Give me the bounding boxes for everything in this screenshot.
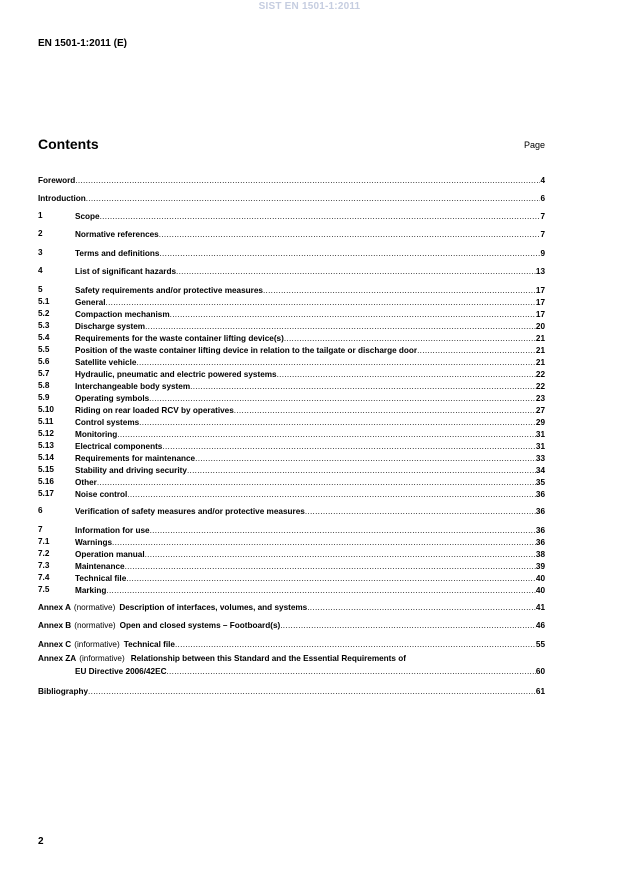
annex-qualifier: (normative): [73, 603, 116, 612]
toc-entry[interactable]: [38, 309, 545, 320]
toc-entry-page: 36: [535, 538, 545, 547]
toc-entry-title: Verification of safety measures and/or protective measures: [75, 507, 305, 516]
toc-entry-title: Maintenance: [75, 562, 125, 571]
toc-entry[interactable]: [38, 333, 545, 344]
toc-entry-page: 17: [535, 310, 545, 319]
dot-leader: [176, 266, 536, 277]
toc-entry-number: 7.2: [38, 549, 50, 558]
toc-entry[interactable]: [38, 465, 545, 476]
toc-entry-number: 5.7: [38, 369, 50, 378]
toc-entry-page: 29: [535, 418, 545, 427]
toc-entry[interactable]: [38, 248, 545, 259]
toc-entry-page: 21: [535, 358, 545, 367]
dot-leader: [75, 175, 540, 186]
toc-entry-number: 5.16: [38, 477, 54, 486]
toc-entry-page: 39: [535, 562, 545, 571]
dot-leader: [150, 525, 536, 536]
toc-entry-title: Operating symbols: [75, 394, 150, 403]
toc-entry[interactable]: [38, 285, 545, 296]
toc-entry-page: 36: [535, 526, 545, 535]
toc-entry[interactable]: [38, 321, 545, 332]
toc-entry[interactable]: [38, 639, 545, 650]
toc-entry[interactable]: [38, 229, 545, 240]
dot-leader: [145, 549, 536, 560]
toc-entry-title: Foreword: [38, 176, 76, 185]
dot-leader: [126, 573, 536, 584]
toc-entry[interactable]: [38, 561, 545, 572]
dot-leader: [149, 393, 536, 404]
dot-leader: [86, 193, 541, 204]
toc-entry-number: 7: [38, 525, 43, 534]
toc-entry[interactable]: [38, 686, 545, 697]
dot-leader: [145, 321, 536, 332]
toc-entry-title: Electrical components: [75, 442, 163, 451]
toc-entry-title: Discharge system: [75, 322, 146, 331]
annex-qualifier: (normative): [74, 621, 116, 630]
dot-leader: [305, 506, 536, 517]
toc-entry-page: 36: [535, 507, 545, 516]
dot-leader: [159, 248, 540, 259]
dot-leader: [125, 561, 536, 572]
toc-entry-number: 7.3: [38, 561, 50, 570]
toc-entry-page: 35: [535, 478, 545, 487]
dot-leader: [97, 477, 536, 488]
toc-entry[interactable]: [38, 369, 545, 380]
toc-entry-number: 7.5: [38, 585, 50, 594]
toc-entry-title: Scope: [75, 212, 100, 221]
toc-entry[interactable]: [38, 193, 545, 204]
toc-entry-page: 20: [535, 322, 545, 331]
dot-leader: [88, 686, 536, 697]
watermark: SIST EN 1501-1:2011: [258, 1, 361, 12]
toc-entry[interactable]: [38, 585, 545, 596]
toc-entry-title: Technical file: [123, 640, 175, 649]
dot-leader: [263, 285, 536, 296]
dot-leader: [190, 381, 536, 392]
dot-leader: [170, 309, 536, 320]
toc-entry-page: 46: [535, 621, 545, 630]
toc-entry-page: 23: [535, 394, 545, 403]
toc-entry[interactable]: [38, 297, 545, 308]
toc-entry-number: 5.13: [38, 441, 54, 450]
toc-entry-number: 5.9: [38, 393, 50, 402]
toc-entry[interactable]: [38, 525, 545, 536]
toc-entry-page: 13: [535, 267, 545, 276]
toc-entry-page: 33: [535, 454, 545, 463]
toc-entry-number: 6: [38, 506, 43, 515]
dot-leader: [234, 405, 536, 416]
toc-entry[interactable]: [38, 477, 545, 488]
toc-entry-title: Interchangeable body system: [75, 382, 191, 391]
toc-entry-number: 5.1: [38, 297, 50, 306]
toc-entry-title: Safety requirements and/or protective measures: [75, 286, 263, 295]
toc-entry[interactable]: [38, 211, 545, 222]
toc-entry[interactable]: [38, 573, 545, 584]
toc-entry-title: Noise control: [75, 490, 128, 499]
toc-entry-title: Hydraulic, pneumatic and electric powered systems: [75, 370, 277, 379]
annex-label: Annex C: [38, 640, 72, 649]
toc-entry-title: Marking: [75, 586, 107, 595]
toc-entry-title: Information for use: [75, 526, 150, 535]
toc-entry-page: 36: [535, 490, 545, 499]
page-number: 2: [38, 836, 44, 847]
toc-entry[interactable]: [38, 357, 545, 368]
toc-entry-page: 34: [535, 466, 545, 475]
toc-entry-title: Bibliography: [38, 687, 89, 696]
toc-entry-title: EU Directive 2006/42EC: [75, 667, 167, 676]
dot-leader: [195, 453, 536, 464]
toc-entry-title: Other: [75, 478, 97, 487]
toc-entry-page: 7: [540, 230, 545, 239]
dot-leader: [139, 417, 536, 428]
dot-leader: [159, 229, 541, 240]
toc-entry[interactable]: [38, 506, 545, 517]
toc-entry-title: Control systems: [75, 418, 140, 427]
toc-entry-page: 4: [540, 176, 545, 185]
annex-za-title-line1: Relationship between this Standard and the Essential Requirements of: [130, 654, 406, 663]
annex-label: Annex A: [38, 603, 71, 612]
toc-entry-title: Technical file: [75, 574, 127, 583]
toc-entry-number: 5.10: [38, 405, 54, 414]
toc-entry-title: Normative references: [75, 230, 159, 239]
toc-entry-number: 5.8: [38, 381, 50, 390]
toc-entry-page: 31: [535, 430, 545, 439]
toc-entry-number: 4: [38, 266, 43, 275]
toc-entry-page: 27: [535, 406, 545, 415]
dot-leader: [277, 369, 536, 380]
toc-entry-number: 5.6: [38, 357, 50, 366]
toc-entry-page: 22: [535, 370, 545, 379]
dot-leader: [307, 602, 536, 613]
document-id: EN 1501-1:2011 (E): [38, 38, 127, 49]
toc-entry-page: 40: [535, 586, 545, 595]
toc-entry-title: Compaction mechanism: [75, 310, 170, 319]
toc-entry-title: Introduction: [38, 194, 86, 203]
annex-za-heading: [38, 654, 406, 663]
toc-entry-number: 5.17: [38, 489, 54, 498]
toc-entry-page: 17: [535, 298, 545, 307]
toc-entry[interactable]: [38, 602, 545, 613]
toc-entry-page: 38: [535, 550, 545, 559]
toc-entry-number: 7.4: [38, 573, 50, 582]
toc-entry[interactable]: [38, 417, 545, 428]
annex-qualifier: (informative): [79, 654, 125, 663]
toc-entry-page: 17: [535, 286, 545, 295]
toc-entry-number: 1: [38, 211, 43, 220]
toc-entry[interactable]: [38, 453, 545, 464]
toc-entry[interactable]: [38, 489, 545, 500]
toc-entry[interactable]: [38, 537, 545, 548]
toc-entry-page: 21: [535, 346, 545, 355]
toc-entry-title: Satellite vehicle: [75, 358, 137, 367]
toc-entry-page: 31: [535, 442, 545, 451]
toc-entry[interactable]: [38, 345, 545, 356]
toc-entry-title: Description of interfaces, volumes, and systems: [119, 603, 308, 612]
toc-entry-title: Open and closed systems – Footboard(s): [119, 621, 281, 630]
toc-entry[interactable]: [38, 429, 545, 440]
toc-entry-title: Requirements for maintenance: [75, 454, 196, 463]
dot-leader: [162, 441, 536, 452]
dot-leader: [417, 345, 536, 356]
toc-entry-page: 21: [535, 334, 545, 343]
toc-entry[interactable]: [38, 393, 545, 404]
dot-leader: [106, 585, 535, 596]
toc-entry-page: 40: [535, 574, 545, 583]
toc-entry-title: General: [75, 298, 106, 307]
toc-entry-title: List of significant hazards: [75, 267, 176, 276]
dot-leader: [187, 465, 536, 476]
dot-leader: [284, 333, 536, 344]
toc-entry-number: 5: [38, 285, 43, 294]
toc-entry[interactable]: [38, 175, 545, 186]
toc-entry[interactable]: [38, 405, 545, 416]
toc-entry-number: 5.5: [38, 345, 50, 354]
toc-entry-page: 60: [535, 667, 545, 676]
dot-leader: [166, 666, 535, 677]
toc-entry-title: Warnings: [75, 538, 112, 547]
toc-entry-page: 6: [540, 194, 545, 203]
toc-entry-title: Requirements for the waste container lifting device(s): [75, 334, 284, 343]
toc-entry-number: 5.15: [38, 465, 54, 474]
dot-leader: [112, 537, 536, 548]
toc-entry[interactable]: [38, 381, 545, 392]
toc-entry[interactable]: [38, 620, 545, 631]
dot-leader: [136, 357, 535, 368]
page-column-label: Page: [523, 140, 545, 150]
toc-entry-number: 3: [38, 248, 43, 257]
annex-qualifier: (informative): [74, 640, 120, 649]
toc-entry-number: 7.1: [38, 537, 50, 546]
toc-entry-page: 7: [540, 212, 545, 221]
toc-entry-page: 55: [535, 640, 545, 649]
annex-label: Annex ZA: [38, 654, 77, 663]
dot-leader: [175, 639, 536, 650]
toc-entry-number: 2: [38, 229, 43, 238]
dot-leader: [127, 489, 536, 500]
toc-entry-title: Position of the waste container lifting device in relation to the tailgate or discharge door: [75, 346, 418, 355]
toc-entry-page: 61: [535, 687, 545, 696]
toc-entry-page: 41: [535, 603, 545, 612]
toc-entry-title: Monitoring: [75, 430, 118, 439]
annex-label: Annex B: [38, 621, 72, 630]
toc-entry-number: 5.11: [38, 417, 54, 426]
dot-leader: [280, 620, 536, 631]
toc-entry[interactable]: [38, 654, 545, 677]
toc-entry-title: Stability and driving security: [75, 466, 187, 475]
toc-entry[interactable]: [38, 266, 545, 277]
toc-entry-title: Terms and definitions: [75, 249, 160, 258]
dot-leader: [100, 211, 541, 222]
dot-leader: [117, 429, 536, 440]
dot-leader: [106, 297, 536, 308]
toc-entry-page: 9: [540, 249, 545, 258]
toc-entry[interactable]: [38, 549, 545, 560]
toc-entry[interactable]: [38, 441, 545, 452]
toc-entry-number: 5.14: [38, 453, 54, 462]
toc-entry-title: Riding on rear loaded RCV by operatives: [75, 406, 234, 415]
toc-entry-number: 5.2: [38, 309, 50, 318]
toc-entry-page: 22: [535, 382, 545, 391]
toc-entry-title: Operation manual: [75, 550, 145, 559]
toc-entry-number: 5.3: [38, 321, 50, 330]
toc-entry-number: 5.4: [38, 333, 50, 342]
toc-entry-number: 5.12: [38, 429, 54, 438]
page-title: Contents: [38, 136, 99, 152]
